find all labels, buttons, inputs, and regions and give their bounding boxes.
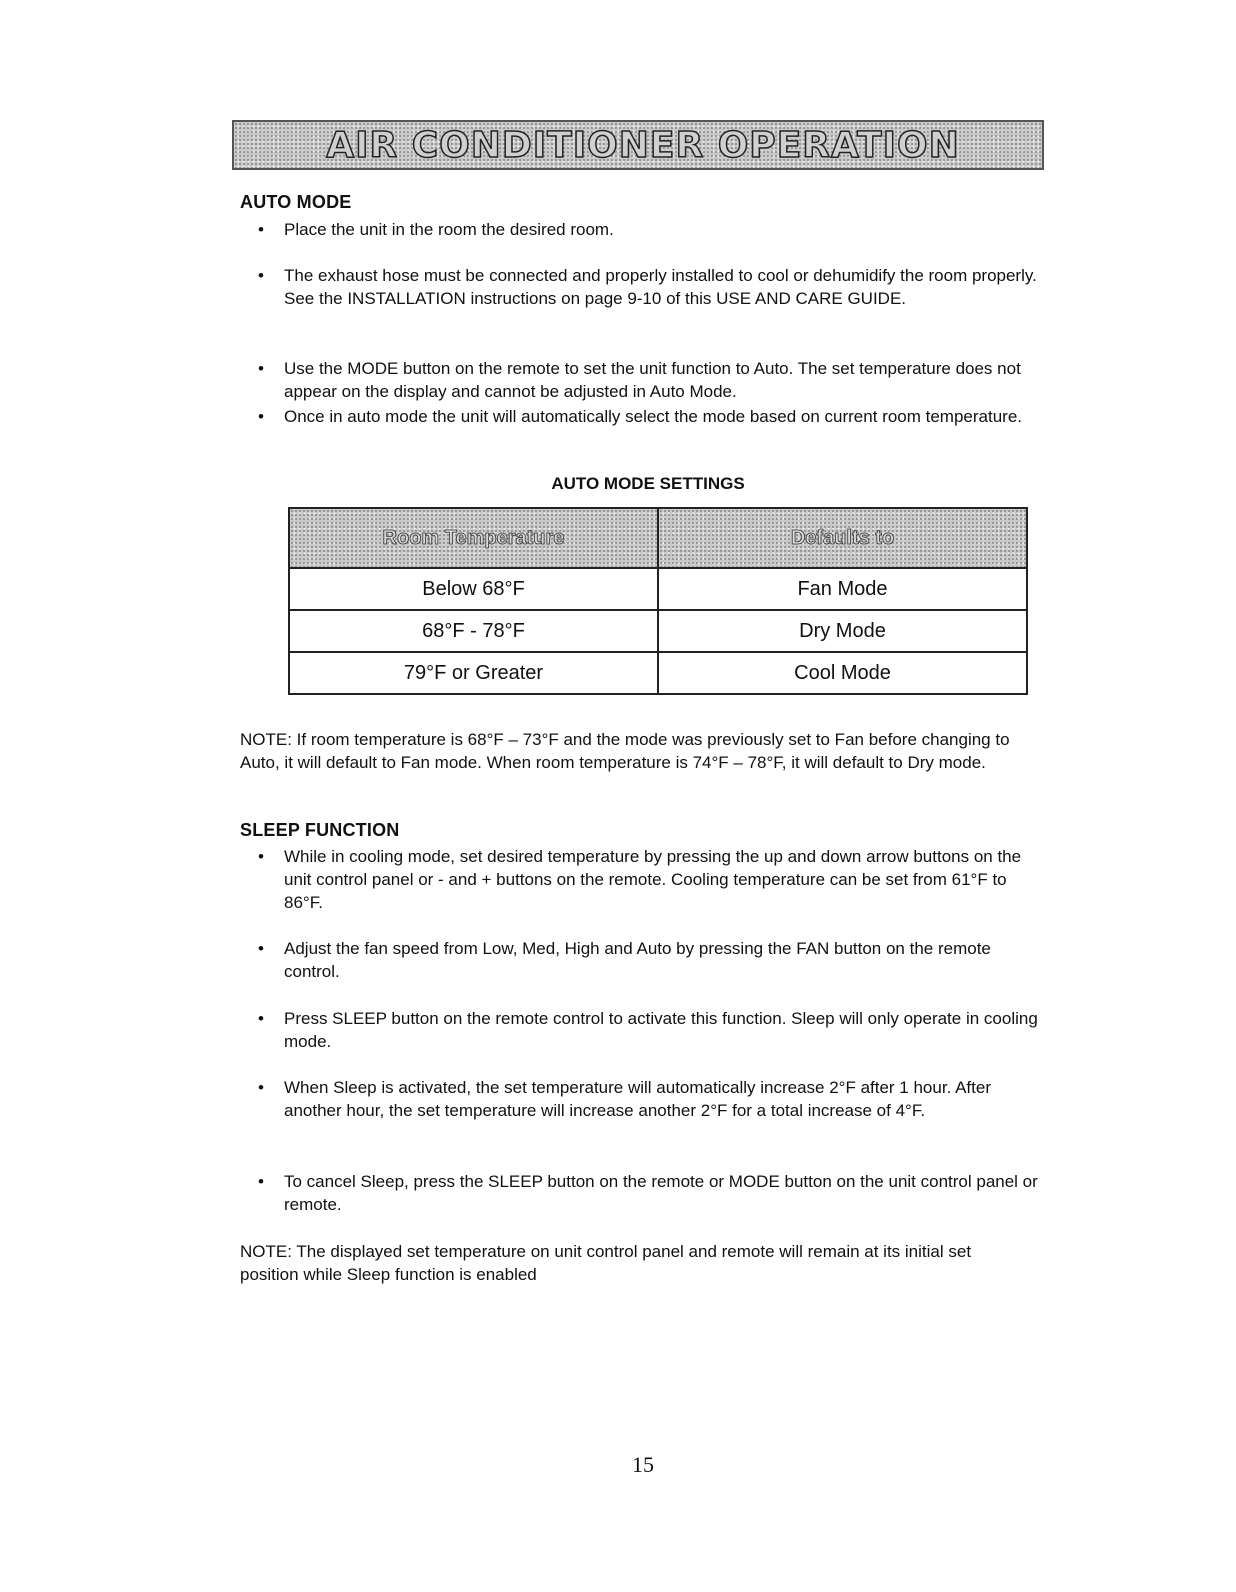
title-banner [232,120,1044,170]
room-temperature-cell: Below 68°F [289,568,658,610]
table-row [289,652,1027,694]
auto-mode-bullet-4: • Once in auto mode the unit will automatically select the mode based on current room temperature. [258,407,1022,426]
bullet-dot: • [258,407,264,426]
note-sleep-function: NOTE: The displayed set temperature on unit control panel and remote will remain at its initial set position while Sleep function is enabled [240,1242,972,1284]
bullet-dot: • [258,1172,264,1191]
note-auto-mode: NOTE: If room temperature is 68°F – 73°F and the mode was previously set to Fan before changing to Auto, it will default to Fan mode. When room temperature is 74°F – 78°F, it will default to Dry mode. [240,730,1010,772]
table-row [289,568,1027,610]
header-defaults-to: Defaults to [658,508,1027,568]
bullet-dot: • [258,266,264,285]
page-title: AIR CONDITIONER OPERATION [326,124,960,166]
bullet-dot: • [258,939,264,958]
sleep-bullet-1: • While in cooling mode, set desired temperature by pressing the up and down arrow buttons on the unit control panel or - and + buttons on the remote. Cooling temperature can be set from 61°F to 86°F. [258,847,1022,912]
sleep-bullet-5: • To cancel Sleep, press the SLEEP button on the remote or MODE button on the unit control panel or remote. [258,1172,1038,1214]
auto-mode-bullet-2: • The exhaust hose must be connected and properly installed to cool or dehumidify the room properly. See the INSTALLATION instructions on page 9-10 of this USE AND CARE GUIDE. [258,266,1037,308]
auto-mode-bullet-3: • Use the MODE button on the remote to set the unit function to Auto. The set temperature does not appear on the display and cannot be adjusted in Auto Mode. [258,359,1021,401]
default-mode-cell: Cool Mode [658,652,1027,694]
bullet-dot: • [258,220,264,239]
sleep-bullet-3: • Press SLEEP button on the remote control to activate this function. Sleep will only operate in cooling mode. [258,1009,1038,1051]
auto-mode-heading: AUTO MODE [240,192,352,212]
header-room-temperature: Room Temperature [289,508,658,568]
bullet-dot: • [258,1009,264,1028]
bullet-dot: • [258,359,264,378]
room-temperature-cell: 79°F or Greater [289,652,658,694]
table-caption: AUTO MODE SETTINGS [551,474,745,493]
auto-mode-settings-table [288,507,1028,695]
auto-mode-bullet-1: • Place the unit in the room the desired room. [258,220,614,239]
bullet-dot: • [258,847,264,866]
page-number: 15 [632,1452,654,1477]
sleep-function-heading: SLEEP FUNCTION [240,820,400,840]
bullet-dot: • [258,1078,264,1097]
table-row [289,610,1027,652]
default-mode-cell: Fan Mode [658,568,1027,610]
room-temperature-cell: 68°F - 78°F [289,610,658,652]
sleep-bullet-2: • Adjust the fan speed from Low, Med, High and Auto by pressing the FAN button on the remote control. [258,939,991,981]
default-mode-cell: Dry Mode [658,610,1027,652]
table-header-row [289,508,1027,568]
sleep-bullet-4: • When Sleep is activated, the set temperature will automatically increase 2°F after 1 hour. After another hour, the set temperature will increase another 2°F for a total increase of 4°F. [258,1078,991,1120]
